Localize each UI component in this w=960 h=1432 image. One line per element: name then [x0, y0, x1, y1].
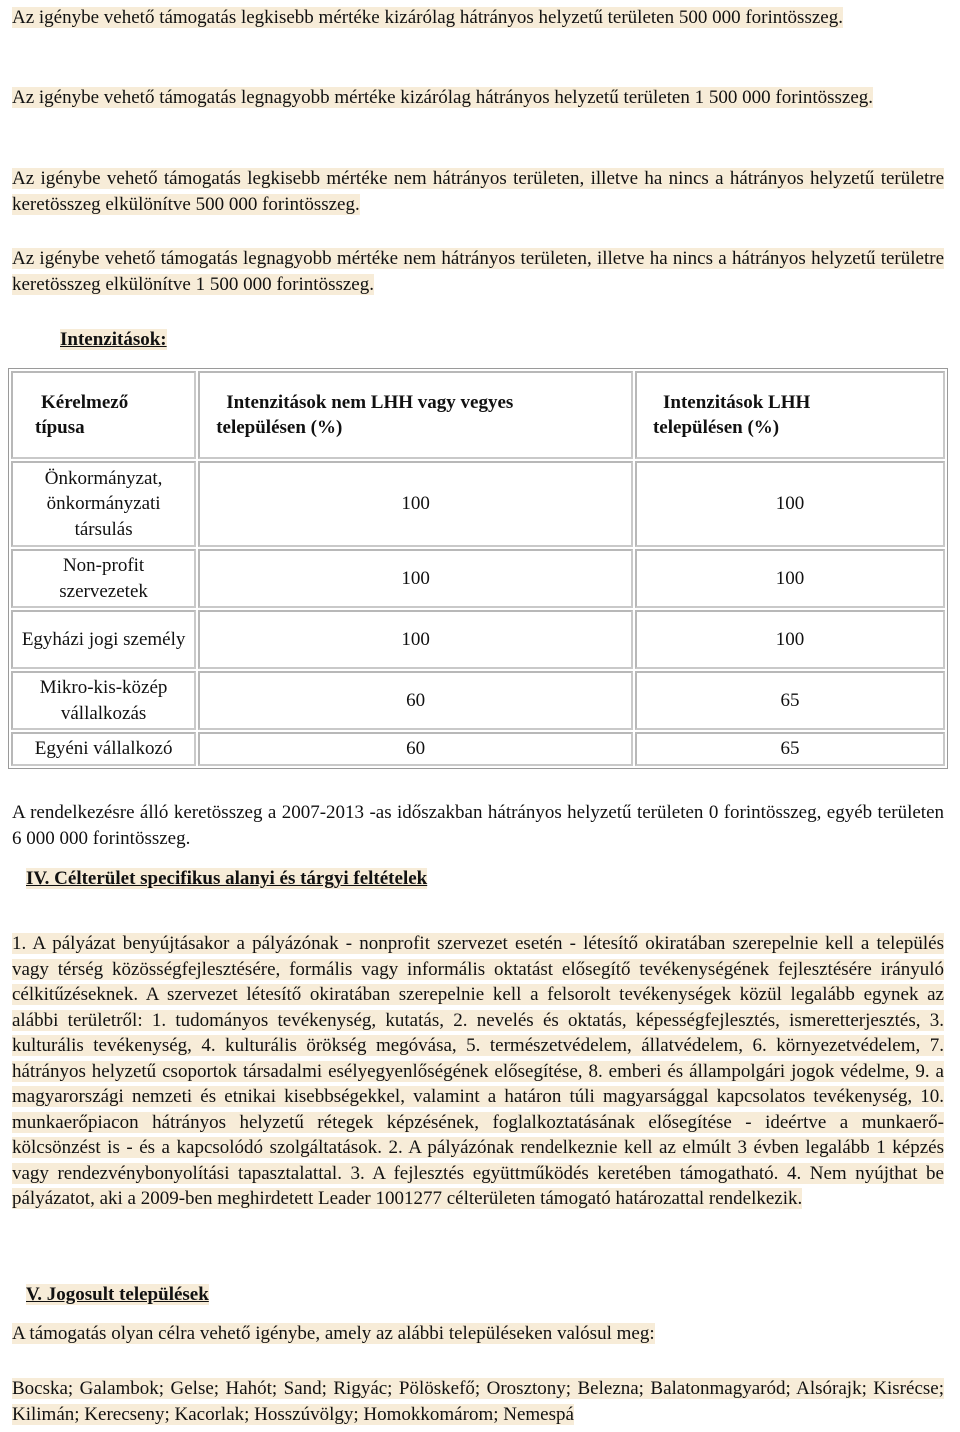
- section-iv-heading: IV. Célterület specifikus alanyi és tárgyi feltételek: [26, 868, 428, 889]
- section-v-intro: A támogatás olyan célra vehető igénybe, amely az alábbi településeken valósul meg:: [12, 1323, 655, 1344]
- row-applicant-type: Önkormányzat, önkormányzati társulás: [11, 461, 196, 547]
- row-non-lhh-value: 60: [198, 732, 633, 766]
- header-applicant-type: Kérelmező típusa: [11, 371, 196, 459]
- row-lhh-value: 65: [635, 732, 945, 766]
- budget-paragraph: A rendelkezésre álló keretösszeg a 2007-2013 -as időszakban hátrányos helyzetű területen 0 forintösszeg, egyéb területen 6 000 000 forintösszeg.: [12, 802, 944, 849]
- row-applicant-type: Mikro-kis-közép vállalkozás: [11, 671, 196, 730]
- table-row: [11, 671, 945, 730]
- intensity-table: [8, 368, 948, 769]
- max-support-lhh-paragraph: Az igénybe vehető támogatás legnagyobb mértéke kizárólag hátrányos helyzetű területen 1 500 000 forintösszeg.: [12, 87, 874, 108]
- section-iv-conditions: 1. A pályázat benyújtásakor a pályázónak - nonprofit szervezet esetén - létesítő okiratában szerepelnie kell a település vagy térség közösségfejlesztésére, formális vagy informális oktatást elősegítő tevékenységének fejlesztésére irányuló célkitűzéseknek. A szervezet létesítő okiratában szerepelnie kell a felsorolt tevékenységek közül legalább egynek az alábbi területről: 1. tudományos tevékenység, kutatás, 2. nevelés és oktatás, képességfejlesztés, ismeretterjesztés, 3. kulturális tevékenység, 4. kulturális örökség megóvása, 5. természetvédelem, állatvédelem, 6. környezetvédelem, 7. hátrányos helyzetű csoportok társadalmi esélyegyenlőségének elősegítése, 8. emberi és állampolgári jogok védelme, 9. a magyarországi nemzeti és etnikai kisebbségekkel, valamint a határon túli magyarsággal kapcsolatos tevékenység, 10. munkaerőpiacon hátrányos helyzetű rétegek képzésének, foglalkoztatásának elősegítése - ideértve a munkaerő-kölcsönzést is - és a kapcsolódó szolgáltatások. 2. A pályázónak rendelkeznie kell az elmúlt 3 évben legalább 1 képzés vagy rendezvénybonyolítási tapasztalattal. 3. A fejlesztés együttműködés keretében támogatható. 4. Nem nyújthat be pályázatot, aki a 2009-ben meghirdetett Leader 1001277 célterületen támogató határozattal rendelkezik.: [12, 933, 944, 1209]
- row-non-lhh-value: 100: [198, 461, 633, 547]
- intensities-heading: Intenzitások:: [60, 329, 167, 350]
- eligible-settlements-list: Bocska; Galambok; Gelse; Hahót; Sand; Rigyác; Pölöskefő; Orosztony; Belezna; Balatonmagyaród; Alsórajk; Kisrécse; Kilimán; Kerecseny; Kacorlak; Hosszúvölgy; Homokkomárom; Nemespá: [12, 1378, 944, 1425]
- min-support-non-lhh-paragraph: Az igénybe vehető támogatás legkisebb mértéke nem hátrányos területen, illetve ha nincs a hátrányos helyzetű területre keretösszeg elkülönítve 500 000 forintösszeg.: [12, 168, 944, 215]
- table-header-row: [11, 371, 945, 459]
- header-non-lhh: Intenzitások nem LHH vagy vegyes településen (%): [198, 371, 633, 459]
- max-support-non-lhh-paragraph: Az igénybe vehető támogatás legnagyobb mértéke nem hátrányos területen, illetve ha nincs a hátrányos helyzetű területre keretösszeg elkülönítve 1 500 000 forintösszeg.: [12, 248, 944, 295]
- row-applicant-type: Egyházi jogi személy: [11, 610, 196, 669]
- row-non-lhh-value: 60: [198, 671, 633, 730]
- section-v-heading: V. Jogosult települések: [26, 1284, 209, 1305]
- row-lhh-value: 100: [635, 549, 945, 608]
- table-row: [11, 732, 945, 766]
- min-support-lhh-paragraph: Az igénybe vehető támogatás legkisebb mértéke kizárólag hátrányos helyzetű területen 500 000 forintösszeg.: [12, 7, 843, 28]
- row-applicant-type: Non-profit szervezetek: [11, 549, 196, 608]
- row-lhh-value: 100: [635, 610, 945, 669]
- table-row: [11, 610, 945, 669]
- table-row: [11, 549, 945, 608]
- header-lhh: Intenzitások LHH településen (%): [635, 371, 945, 459]
- row-applicant-type: Egyéni vállalkozó: [11, 732, 196, 766]
- table-row: [11, 461, 945, 547]
- row-lhh-value: 65: [635, 671, 945, 730]
- row-non-lhh-value: 100: [198, 610, 633, 669]
- row-lhh-value: 100: [635, 461, 945, 547]
- row-non-lhh-value: 100: [198, 549, 633, 608]
